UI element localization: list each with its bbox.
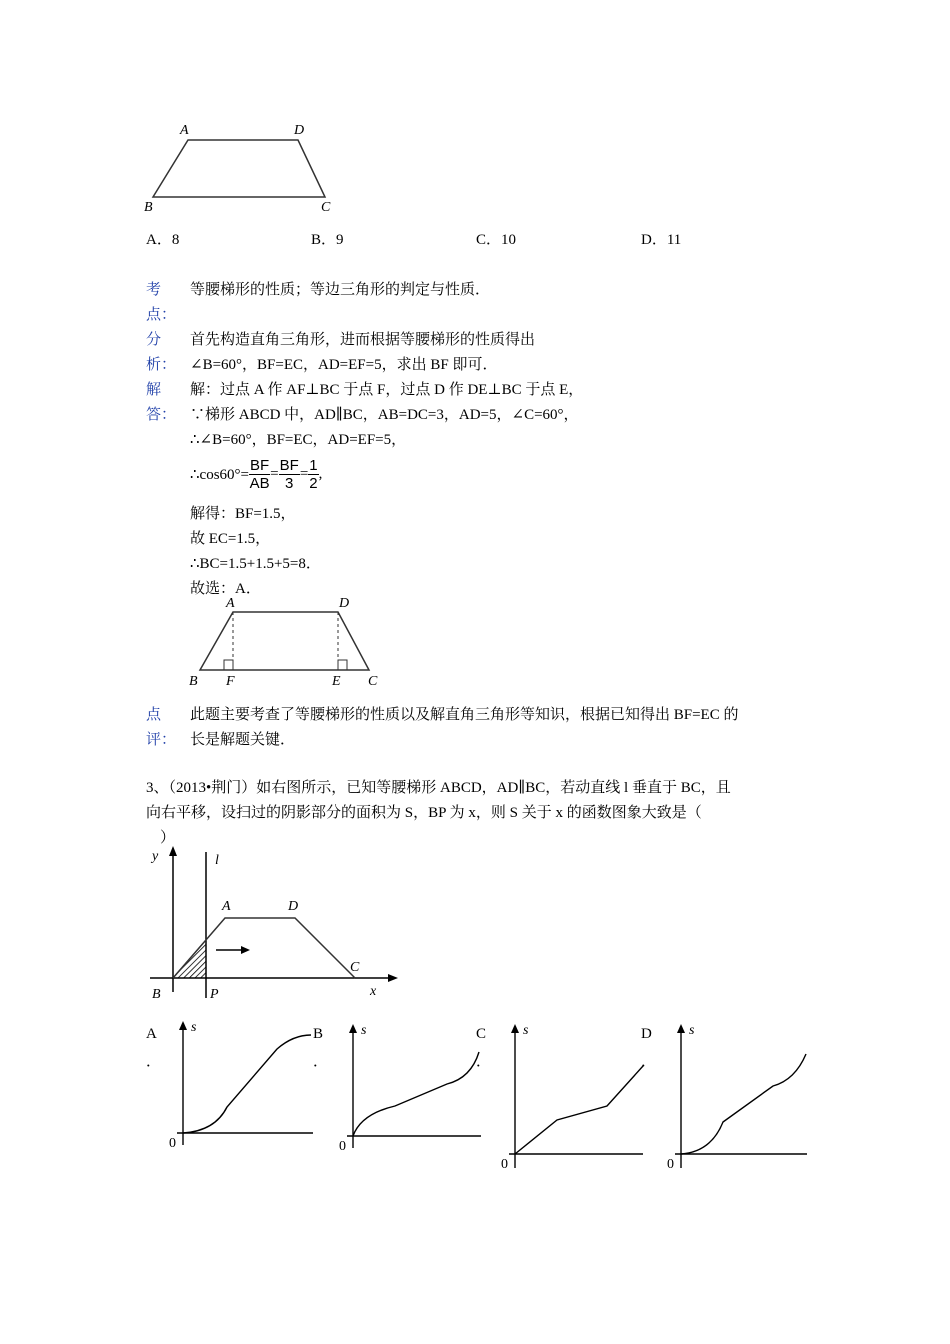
q3-label-b: B xyxy=(152,987,161,1002)
graph-a-s: s xyxy=(191,1020,197,1035)
cos-equation xyxy=(190,453,322,495)
graph-d-origin: 0 xyxy=(667,1157,674,1168)
option-b[interactable]: B．9 xyxy=(311,232,344,248)
label-a: A xyxy=(180,123,189,138)
jieda-label-2: 答： xyxy=(146,407,177,423)
fenxi-label-2: 析： xyxy=(146,357,177,373)
right-angle-e xyxy=(338,660,347,670)
jieda-line-8: 故选：A． xyxy=(190,581,261,597)
jieda-label-1: 解 xyxy=(146,382,162,398)
graph-a xyxy=(165,1015,315,1155)
graph-c-arrow-icon xyxy=(511,1024,519,1033)
q3-label-y: y xyxy=(152,849,159,864)
dianping-line-2: 长是解题关键． xyxy=(190,732,296,748)
trapezoid-figure xyxy=(140,118,340,218)
frac2-num: BF xyxy=(279,456,299,474)
fenxi-line-1: 首先构造直角三角形，进而根据等腰梯形的性质得出 xyxy=(190,332,536,348)
graph-c-s: s xyxy=(523,1023,529,1038)
graph-c-curve xyxy=(515,1066,643,1154)
fraction-1-2 xyxy=(308,457,318,492)
jieda-line-7: ∴BC=1.5+1.5+5=8． xyxy=(190,556,321,572)
fenxi-label-1: 分 xyxy=(146,332,162,348)
graph-c xyxy=(497,1018,647,1168)
option-d[interactable]: D．11 xyxy=(641,232,682,248)
cos-prefix: ∴cos60°= xyxy=(190,466,249,483)
graph-d-curve xyxy=(681,1054,806,1154)
q3-label-l: l xyxy=(215,853,219,868)
jieda-line-3: ∴∠B=60°，BF=EC，AD=EF=5， xyxy=(190,432,407,448)
jieda-line-5: 解得：BF=1.5， xyxy=(190,506,296,522)
graph-option-b-dot: ． xyxy=(313,1054,329,1070)
graph-d-arrow-icon xyxy=(677,1024,685,1033)
label-b: B xyxy=(144,200,153,215)
jieda-line-6: 故 EC=1.5， xyxy=(190,531,271,547)
cos-suffix: , xyxy=(318,465,323,482)
q3-label-p: P xyxy=(210,987,219,1002)
sol-label-a: A xyxy=(226,596,235,611)
solution-trapezoid xyxy=(200,612,369,670)
graph-option-a-label[interactable]: A xyxy=(146,1026,157,1042)
graph-b-s: s xyxy=(361,1023,367,1038)
q3-label-c: C xyxy=(350,960,360,975)
graph-b-origin: 0 xyxy=(339,1139,346,1154)
kaodian-label-1: 考 xyxy=(146,282,162,298)
label-d: D xyxy=(294,123,305,138)
option-a[interactable]: A．8 xyxy=(146,232,180,248)
fraction-bf-3 xyxy=(279,457,300,492)
graph-option-c-label[interactable]: C xyxy=(476,1026,487,1042)
sol-label-e: E xyxy=(332,674,341,689)
sol-label-b: B xyxy=(189,674,198,689)
graph-d xyxy=(663,1018,813,1168)
graph-b xyxy=(335,1018,485,1158)
equals-1: = xyxy=(270,465,279,482)
graph-a-curve xyxy=(183,1035,311,1133)
graph-option-c-dot: ． xyxy=(476,1054,492,1070)
solution-figure xyxy=(185,594,385,690)
dianping-line-1: 此题主要考查了等腰梯形的性质以及解直角三角形等知识，根据已知得出 BF=EC 的 xyxy=(190,707,739,723)
graph-option-b-label[interactable]: B xyxy=(313,1026,324,1042)
q3-figure xyxy=(140,840,410,1005)
q3-label-d: D xyxy=(288,899,299,914)
kaodian-text: 等腰梯形的性质；等边三角形的判定与性质． xyxy=(190,282,491,298)
move-arrow-icon xyxy=(241,946,250,954)
graph-option-d-label[interactable]: D xyxy=(641,1026,652,1042)
label-c: C xyxy=(321,200,331,215)
fenxi-line-2: ∠B=60°，BF=EC，AD=EF=5，求出 BF 即可． xyxy=(190,357,498,373)
trapezoid-shape xyxy=(153,140,325,197)
frac2-den: 3 xyxy=(285,474,294,492)
x-arrow-icon xyxy=(388,974,398,982)
sol-label-d: D xyxy=(339,596,350,611)
graph-a-arrow-icon xyxy=(179,1021,187,1030)
graph-b-curve xyxy=(353,1052,479,1136)
frac1-num: BF xyxy=(250,456,270,474)
frac3-den: 2 xyxy=(309,474,318,492)
sol-label-f: F xyxy=(226,674,235,689)
graph-d-s: s xyxy=(689,1023,695,1038)
frac3-num: 1 xyxy=(309,456,318,474)
fraction-bf-ab xyxy=(249,457,270,492)
dianping-label-2: 评： xyxy=(146,732,177,748)
q3-label-x: x xyxy=(370,984,377,999)
graph-option-a-dot: ． xyxy=(146,1054,162,1070)
dianping-label-1: 点 xyxy=(146,707,162,723)
frac1-den: AB xyxy=(249,474,270,492)
graph-a-origin: 0 xyxy=(169,1136,176,1151)
q3-label-a: A xyxy=(222,899,231,914)
right-angle-f xyxy=(224,660,233,670)
y-arrow-icon xyxy=(169,846,177,856)
q3-line-2: 向右平移，设扫过的阴影部分的面积为 S，BP 为 x，则 S 关于 x 的函数图象大致是（ xyxy=(146,805,702,821)
jieda-line-2: ∵梯形 ABCD 中，AD∥BC，AB=DC=3，AD=5，∠C=60°， xyxy=(190,407,579,423)
q3-line-1: 3、（2013•荆门）如右图所示，已知等腰梯形 ABCD，AD∥BC，若动直线 l 垂直于 BC，且 xyxy=(146,780,731,796)
sol-label-c: C xyxy=(368,674,378,689)
kaodian-label-2: 点： xyxy=(146,307,177,323)
graph-b-arrow-icon xyxy=(349,1024,357,1033)
option-c[interactable]: C．10 xyxy=(476,232,517,248)
graph-option-d-dot: ． xyxy=(641,1054,657,1070)
graph-c-origin: 0 xyxy=(501,1157,508,1168)
q3-line-3: ） xyxy=(160,830,176,846)
equals-2: = xyxy=(299,465,309,482)
jieda-line-1: 解：过点 A 作 AF⊥BC 于点 F，过点 D 作 DE⊥BC 于点 E， xyxy=(190,382,584,398)
